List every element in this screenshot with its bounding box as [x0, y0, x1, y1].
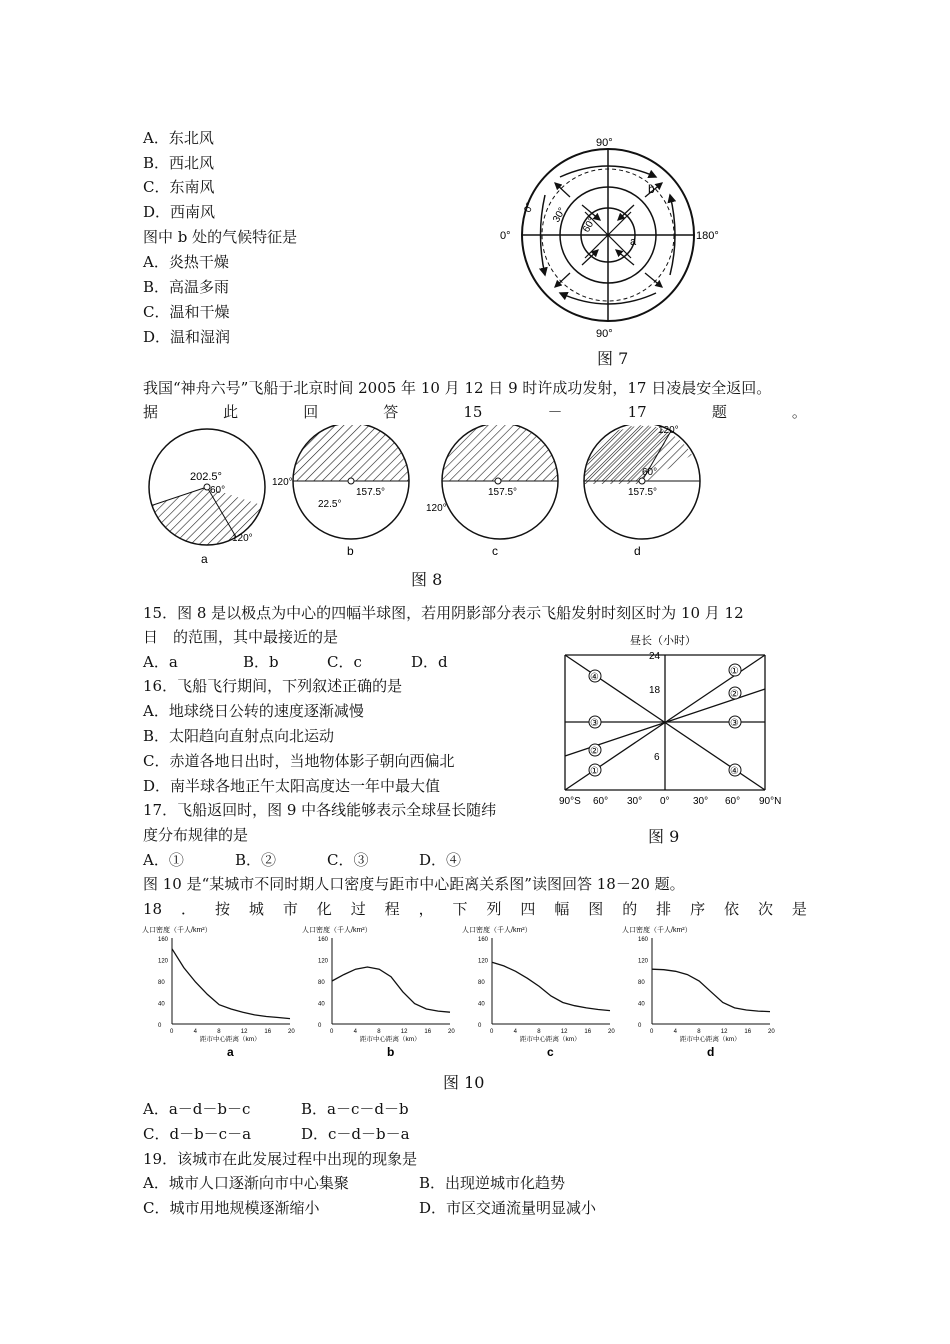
fig10-xlabel: 距市中心距离（km） [200, 1036, 261, 1043]
fig9-marker-4-right: ④ [730, 766, 739, 777]
q18-token: 四 [520, 900, 536, 918]
fig9-y-tick-6: 6 [654, 752, 660, 763]
fig10-x-tick: 16 [264, 1029, 272, 1035]
fig9-x-tick-60s: 60° [593, 796, 609, 807]
fig10-x-tick: 8 [217, 1029, 221, 1035]
q18-token: 依 [724, 900, 740, 918]
q19-stem: 19．该城市在此发展过程中出现的现象是 [143, 1150, 418, 1168]
fig10-y-tick: 40 [318, 1001, 325, 1008]
q18-token: ， [418, 900, 434, 918]
fig9-x-tick-90n: 90°N [759, 796, 782, 807]
fig10-panel-d [622, 925, 775, 1059]
q19-option-b: B．出现逆城市化趋势 [419, 1174, 566, 1192]
fig10-y-tick: 160 [158, 937, 169, 943]
fig10-letter: a [227, 1045, 234, 1059]
q18-option-b: B．a－c－d－b [301, 1100, 409, 1118]
fig10-x-tick: 8 [377, 1029, 381, 1035]
intro-18-20: 图 10 是“某城市不同时期人口密度与距市中心距离关系图”读图回答 18－20 题。 [143, 875, 685, 893]
q18-token: 下 [452, 900, 468, 918]
fig7-label-lat60: 60° [581, 215, 599, 235]
fig8-a-letter: a [201, 552, 208, 566]
fig10-series-line [332, 967, 450, 1012]
fig10-letter: d [707, 1045, 715, 1059]
fig9-y-tick-24: 24 [649, 651, 661, 662]
fig8-a-label-202: 202.5° [190, 471, 222, 483]
fig10-series-line [492, 962, 610, 1010]
fig10-x-tick: 0 [330, 1029, 334, 1035]
intro-token: 15 [463, 403, 483, 421]
fig10-x-tick: 12 [720, 1029, 728, 1035]
fig8-caption: 图 8 [411, 570, 443, 589]
fig9-y-tick-18: 18 [649, 685, 661, 696]
intro-token: 答 [383, 403, 399, 421]
fig9-marker-2-right: ② [730, 689, 739, 700]
fig9-marker-1-right: ① [730, 666, 739, 677]
intro-token: 回 [303, 403, 319, 421]
fig8-d-label-157: 157.5° [628, 487, 658, 498]
q18-option-d: D．c－d－b－a [301, 1125, 410, 1143]
fig10-y-tick: 160 [638, 937, 649, 943]
fig8-b-label-120: 120° [272, 477, 293, 488]
fig8-panel-a [149, 429, 265, 566]
fig7-label-lat30: 30° [551, 205, 569, 225]
fig7-diagram [500, 135, 720, 340]
fig9-x-tick-30s: 30° [627, 796, 643, 807]
fig10-x-tick: 4 [353, 1029, 357, 1035]
fig8-d-label-60: 60° [642, 467, 658, 478]
q15-line1: 15．图 8 是以极点为中心的四幅半球图，若用阴影部分表示飞船发射时刻区时为 10 月 12 [143, 604, 744, 622]
q18-token: 是 [791, 900, 807, 918]
q18-token: 程 [384, 900, 400, 918]
fig8-d-label-120: 120° [658, 425, 679, 436]
q19-option-d: D．市区交通流量明显减小 [419, 1199, 597, 1217]
fig7-label-b: b [648, 182, 655, 196]
q15-option-b: B．b [243, 653, 279, 671]
fig10-panel-b [302, 925, 455, 1059]
fig10-panel-c [462, 925, 615, 1059]
fig10-series-line [172, 949, 290, 1019]
fig10-y-tick: 120 [478, 958, 489, 965]
fig10-y-tick: 40 [638, 1001, 645, 1008]
q-b-climate-stem: 图中 b 处的气候特征是 [143, 228, 298, 246]
fig7-label-bottom: 90° [596, 328, 613, 340]
fig9-marker-3-right: ③ [730, 718, 739, 729]
fig10-y-tick: 160 [318, 937, 329, 943]
q18-token: 18 [143, 900, 163, 918]
q-b-climate-option-c: C．温和干燥 [143, 303, 230, 321]
fig10-caption: 图 10 [443, 1073, 485, 1092]
fig10-y-tick: 120 [158, 958, 169, 965]
q18-token: 图 [588, 900, 604, 918]
fig10-x-tick: 8 [697, 1029, 701, 1035]
fig7-label-right: 180° [696, 230, 719, 242]
fig10-charts [140, 922, 780, 1062]
q18-token: 的 [622, 900, 638, 918]
fig7-label-lat0: 0° [522, 201, 537, 215]
fig8-b-label-157: 157.5° [356, 487, 386, 498]
q16-stem: 16．飞船飞行期间，下列叙述正确的是 [143, 677, 403, 695]
intro-15-17-line1: 我国“神舟六号”飞船于北京时间 2005 年 10 月 12 日 9 时许成功发射，17 日凌晨安全返回。 [143, 379, 772, 397]
q17-option-c: C．③ [327, 851, 369, 869]
q16-option-c: C．赤道各地日出时，当地物体影子朝向西偏北 [143, 752, 455, 770]
fig10-y-tick: 80 [318, 980, 325, 986]
q-b-climate-option-d: D．温和湿润 [143, 328, 231, 346]
q17-option-b: B．② [235, 851, 277, 869]
q18-option-a: A．a－d－b－c [143, 1100, 251, 1118]
fig10-x-tick: 12 [400, 1029, 408, 1035]
q18-token: 序 [690, 900, 706, 918]
q18-token: 次 [757, 900, 773, 918]
intro-token: 17 [627, 403, 647, 421]
fig10-x-tick: 8 [537, 1029, 541, 1035]
fig9-x-tick-60n: 60° [725, 796, 741, 807]
fig7-label-a: a [630, 236, 637, 248]
q17-line1: 17．飞船返回时，图 9 中各线能够表示全球昼长随纬 [143, 801, 497, 819]
fig8-b-letter: b [347, 544, 354, 558]
fig10-y-tick: 0 [318, 1023, 322, 1029]
fig8-panel-d [584, 425, 700, 558]
fig10-y-tick: 120 [638, 958, 649, 965]
fig9-marker-4-left: ④ [590, 672, 599, 683]
fig8-c-label-120: 120° [426, 503, 447, 514]
fig8-c-label-157: 157.5° [488, 487, 518, 498]
fig10-x-tick: 0 [170, 1029, 174, 1035]
q-wind-option-c: C．东南风 [143, 178, 215, 196]
q15-option-c: C．c [327, 653, 362, 671]
q17-option-d: D．④ [419, 851, 462, 869]
fig10-y-tick: 80 [478, 980, 485, 986]
fig8-panel-b [272, 425, 409, 558]
q15-option-d: D．d [411, 653, 448, 671]
intro-token: 。 [791, 403, 807, 421]
q-wind-option-d: D．西南风 [143, 203, 216, 221]
fig10-panel-a [142, 925, 295, 1059]
q18-token: 过 [350, 900, 366, 918]
q18-stem [143, 899, 807, 919]
q19-option-c: C．城市用地规模逐渐缩小 [143, 1199, 320, 1217]
fig7-label-top: 90° [596, 137, 613, 149]
intro-15-17-line2 [143, 402, 807, 422]
intro-token: 此 [223, 403, 239, 421]
fig8-a-label-60: 60° [210, 485, 226, 496]
fig10-letter: b [387, 1045, 395, 1059]
fig10-ylabel: 人口密度（千人/km²） [622, 927, 692, 934]
fig10-y-tick: 120 [318, 958, 329, 965]
q16-option-b: B．太阳趋向直射点向北运动 [143, 727, 335, 745]
fig10-x-tick: 12 [240, 1029, 248, 1035]
q-b-climate-option-b: B．高温多雨 [143, 278, 230, 296]
fig10-ylabel: 人口密度（千人/km²） [142, 927, 212, 934]
fig10-ylabel: 人口密度（千人/km²） [462, 927, 532, 934]
fig10-y-tick: 40 [478, 1001, 485, 1008]
fig8-d-letter: d [634, 544, 641, 558]
fig10-y-tick: 160 [478, 937, 489, 943]
q18-token: 按 [214, 900, 230, 918]
fig10-y-tick: 0 [638, 1023, 642, 1029]
q18-token: 幅 [554, 900, 570, 918]
fig7-caption: 图 7 [597, 349, 629, 368]
q18-token: 化 [316, 900, 332, 918]
q-wind-option-a: A．东北风 [143, 129, 214, 147]
intro-token: － [547, 403, 563, 421]
fig10-xlabel: 距市中心距离（km） [680, 1036, 741, 1043]
fig10-series-line [652, 969, 770, 1011]
fig10-ylabel: 人口密度（千人/km²） [302, 927, 372, 934]
fig10-y-tick: 0 [478, 1023, 482, 1029]
fig9-marker-3-left: ③ [590, 718, 599, 729]
q19-option-a: A．城市人口逐渐向市中心集聚 [143, 1174, 349, 1192]
q18-token: 城 [248, 900, 264, 918]
q15-line2: 日 的范围，其中最接近的是 [143, 628, 339, 646]
q16-option-a: A．地球绕日公转的速度逐渐减慢 [143, 702, 364, 720]
fig9-y-title: 昼长（小时） [630, 635, 696, 647]
fig10-x-tick: 20 [768, 1029, 775, 1035]
fig10-x-tick: 16 [744, 1029, 752, 1035]
fig9-x-tick-0: 0° [660, 796, 670, 807]
fig10-letter: c [547, 1045, 554, 1059]
fig10-x-tick: 20 [608, 1029, 615, 1035]
q-b-climate-option-a: A．炎热干燥 [143, 253, 229, 271]
q17-line2: 度分布规律的是 [143, 826, 249, 844]
q15-option-a: A．a [143, 653, 178, 671]
q-wind-option-b: B．西北风 [143, 154, 215, 172]
fig10-x-tick: 20 [448, 1029, 455, 1035]
fig10-x-tick: 0 [490, 1029, 494, 1035]
fig8-panel-c [426, 425, 558, 558]
fig10-xlabel: 距市中心距离（km） [520, 1036, 581, 1043]
intro-token: 题 [711, 403, 727, 421]
fig8-c-letter: c [492, 544, 498, 558]
fig9-caption: 图 9 [648, 827, 680, 846]
fig8-a-label-120: 120° [232, 533, 253, 544]
fig10-y-tick: 40 [158, 1001, 165, 1008]
q18-token: 列 [486, 900, 502, 918]
fig8-b-label-22: 22.5° [318, 499, 342, 510]
q17-option-a: A．① [143, 851, 184, 869]
q18-option-c: C．d－b－c－a [143, 1125, 252, 1143]
fig8-diagram [140, 425, 710, 570]
fig10-x-tick: 4 [513, 1029, 517, 1035]
fig9-x-tick-90s: 90°S [559, 796, 581, 807]
fig10-y-tick: 80 [158, 980, 165, 986]
fig10-x-tick: 4 [673, 1029, 677, 1035]
fig10-x-tick: 20 [288, 1029, 295, 1035]
q18-token: 市 [282, 900, 298, 918]
fig10-y-tick: 80 [638, 980, 645, 986]
fig10-x-tick: 16 [584, 1029, 592, 1035]
fig9-marker-1-left: ① [590, 766, 599, 777]
fig10-x-tick: 4 [193, 1029, 197, 1035]
fig10-xlabel: 距市中心距离（km） [360, 1036, 421, 1043]
fig9-diagram [555, 630, 800, 810]
q18-token: ． [181, 900, 197, 918]
fig10-x-tick: 12 [560, 1029, 568, 1035]
fig10-x-tick: 0 [650, 1029, 654, 1035]
fig7-label-left: 0° [500, 230, 511, 242]
fig10-x-tick: 16 [424, 1029, 432, 1035]
fig10-y-tick: 0 [158, 1023, 162, 1029]
q18-token: 排 [656, 900, 672, 918]
fig9-marker-2-left: ② [590, 746, 599, 757]
q16-option-d: D．南半球各地正午太阳高度达一年中最大值 [143, 777, 441, 795]
fig9-x-tick-30n: 30° [693, 796, 709, 807]
intro-token: 据 [143, 403, 159, 421]
